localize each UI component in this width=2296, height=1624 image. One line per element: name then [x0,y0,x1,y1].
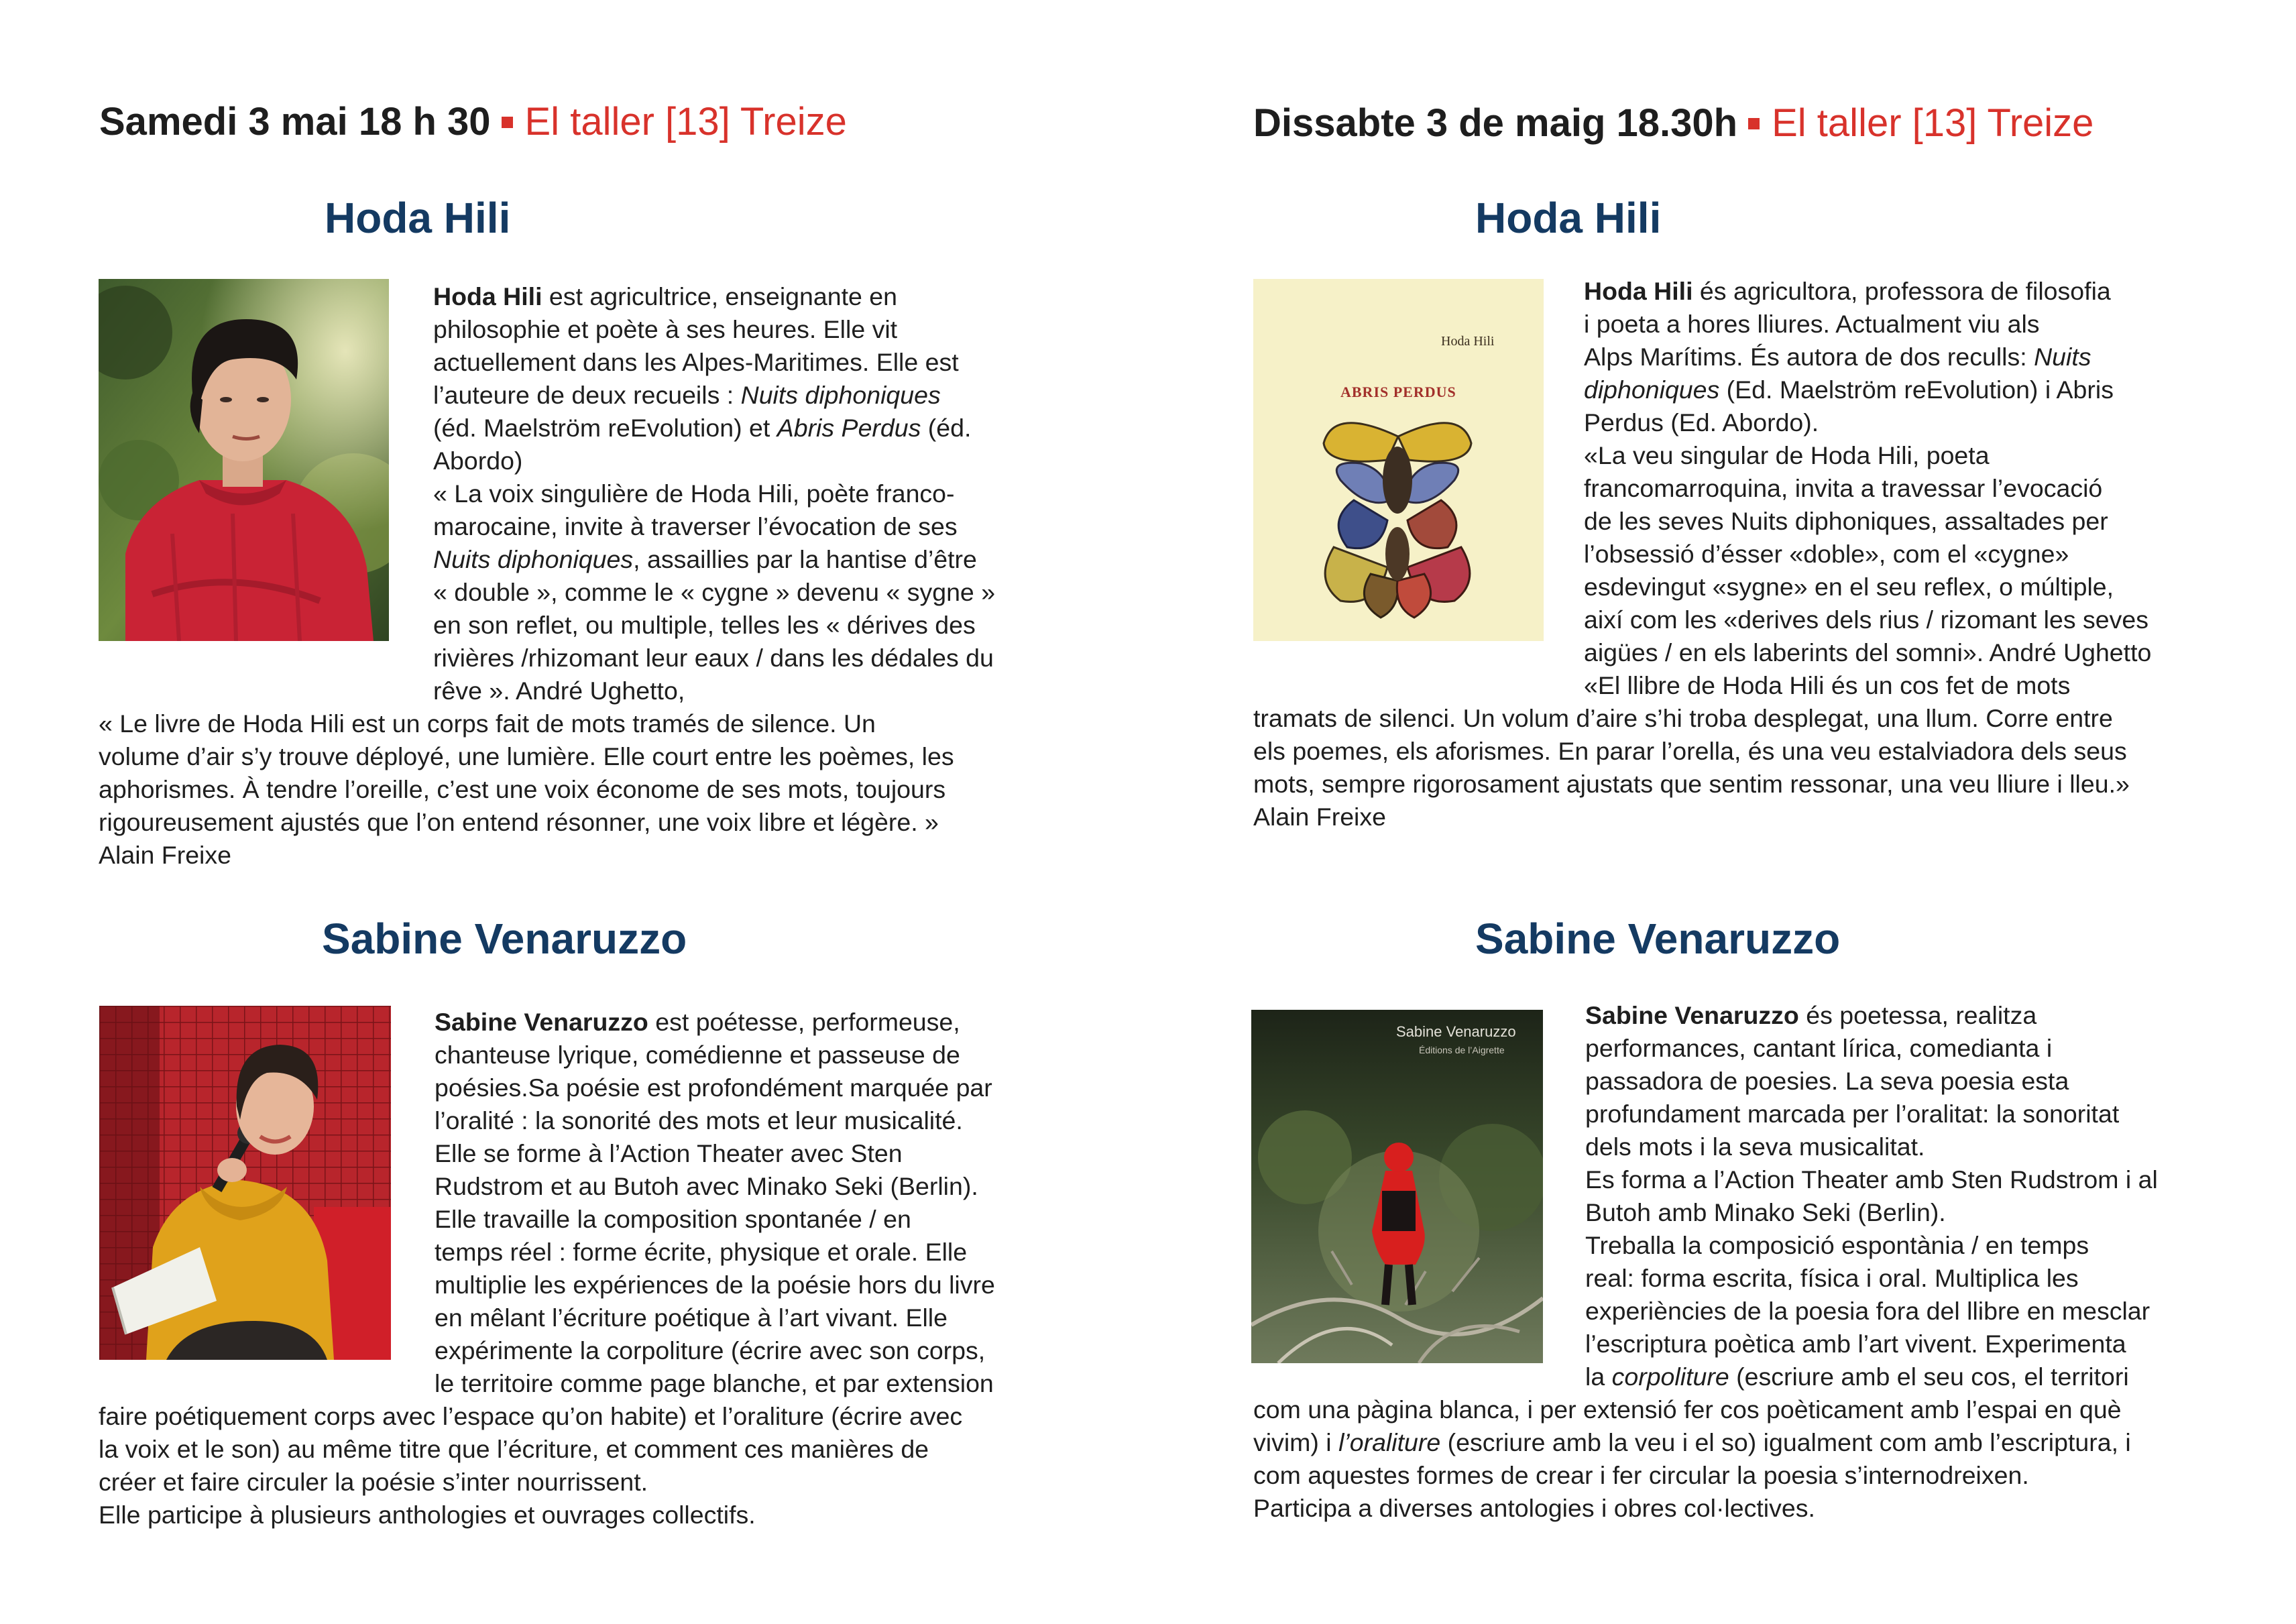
ca-hoda-line-13: tramats de silenci. Un volum d’aire s’hi troba desplegat, una llum. Corre entre [1253,704,2113,732]
ca-sabine-line-10: l’escriptura poètica amb l’art vivent. Experimenta [1585,1330,2126,1358]
ca-sabine-bio-bottom [1253,1393,2131,1525]
ca-hoda-line-16: Alain Freixe [1253,803,1386,831]
fr-hoda-line-15: aphorismes. À tendre l’oreille, c’est une voix économe de ses mots, toujours [99,775,946,803]
fr-sabine-line-5: Rudstrom et au Butoh avec Minako Seki (Berlin). [435,1172,978,1200]
fr-sabine-name: Sabine Venaruzzo [322,915,687,963]
fr-sabine-line-15: Elle participe à plusieurs anthologies et ouvrages collectifs. [99,1501,756,1529]
ca-hoda-name: Hoda Hili [1475,194,1662,242]
fr-sabine-line-1: chanteuse lyrique, comédienne et passeuse de [435,1041,960,1069]
ca-sabine-line-15: Participa a diverses antologies i obres col·lectives. [1253,1494,1815,1522]
fr-sabine-line-11: le territoire comme page blanche, et par extension [435,1369,994,1397]
ca-sabine-line-6: Butoh amb Minako Seki (Berlin). [1585,1198,1946,1226]
fr-hoda-line-17: Alain Freixe [99,841,231,869]
hoda-hili-portrait-photo [99,279,389,641]
fr-hoda-line-6: « La voix singulière de Hoda Hili, poète franco- [433,479,955,508]
fr-hoda-line-12: rêve ». André Ughetto, [433,677,685,705]
ca-event-header [1253,99,2093,148]
abris-perdus-cover-author: Hoda Hili [1441,334,1495,349]
red-square-icon [502,117,513,128]
sabine-cover-author: Sabine Venaruzzo [1396,1023,1516,1040]
ca-hoda-line-5: «La veu singular de Hoda Hili, poeta [1584,441,1990,469]
fr-event-header [99,98,847,146]
fr-sabine-line-12: faire poétiquement corps avec l’espace qu’on habite) et l’oraliture (écrire avec [99,1402,963,1430]
fr-hoda-line-10: en son reflet, ou multiple, telles les « dérives des [433,611,976,639]
fr-hoda-line-0: Hoda Hili est agricultrice, enseignante en [433,282,898,310]
fr-hoda-line-14: volume d’air s’y trouve déployé, une lumière. Elle court entre les poèmes, les [99,742,954,770]
fr-sabine-line-3: l’oralité : la sonorité des mots et leur musicalité. [435,1106,963,1135]
fr-sabine-line-6: Elle travaille la composition spontanée / en [435,1205,911,1233]
ca-hoda-line-12: «El llibre de Hoda Hili és un cos fet de mots [1584,671,2071,699]
fr-hoda-name: Hoda Hili [325,194,511,242]
ca-hoda-line-8: l’obsessió d’ésser «doble», com el «cygne» [1584,540,2069,568]
fr-sabine-line-7: temps réel : forme écrite, physique et orale. Elle [435,1238,968,1266]
fr-hoda-line-16: rigoureusement ajustés que l’on entend résonner, une voix libre et légère. » [99,808,939,836]
fr-sabine-line-0: Sabine Venaruzzo est poétesse, performeuse, [435,1008,960,1036]
sabine-cover-publisher: Éditions de l’Aigrette [1419,1045,1505,1055]
ca-sabine-line-12: com una pàgina blanca, i per extensió fer cos poèticament amb l’espai en què [1253,1395,2122,1424]
fr-hoda-line-11: rivières /rhizomant leur eaux / dans les dédales du [433,644,994,672]
abris-perdus-book-cover [1253,279,1544,641]
ca-hoda-line-15: mots, sempre rigorosament ajustats que sentim ressonar, una veu lliure i lleu.» [1253,770,2130,798]
ca-sabine-bio-top [1585,999,2158,1393]
ca-event-venue: El taller [13] Treize [1772,101,2094,145]
fr-sabine-line-14: créer et faire circuler la poésie s’inter nourrissent. [99,1468,648,1496]
ca-hoda-line-1: i poeta a hores lliures. Actualment viu als [1584,310,2040,338]
fr-sabine-line-4: Elle se forme à l’Action Theater avec Sten [435,1139,903,1167]
ca-hoda-bio-top [1584,275,2151,702]
ca-hoda-line-6: francomarroquina, invita a travessar l’evocació [1584,474,2103,502]
fr-sabine-line-10: expérimente la corpoliture (écrire avec son corps, [435,1336,986,1365]
ca-sabine-name: Sabine Venaruzzo [1475,915,1841,963]
ca-hoda-line-9: esdevingut «sygne» en el seu reflex, o múltiple, [1584,573,2114,601]
fr-hoda-line-13: « Le livre de Hoda Hili est un corps fait de mots tramés de silence. Un [99,709,876,738]
ca-hoda-line-2: Alps Marítims. És autora de dos reculls: Nuits [1584,343,2091,371]
fr-hoda-line-4: (éd. Maelström reEvolution) et Abris Perdus (éd. [433,414,972,442]
abris-perdus-cover-title: ABRIS PERDUS [1340,384,1456,400]
sabine-venaruzzo-book-cover [1251,1010,1543,1363]
ca-hoda-line-14: els poemes, els aforismes. En parar l’orella, és una veu estalviadora dels seus [1253,737,2127,765]
ca-hoda-line-4: Perdus (Ed. Abordo). [1584,408,1819,437]
ca-hoda-line-11: aigües / en els laberints del somni». André Ughetto [1584,638,2152,666]
fr-sabine-line-9: en mêlant l’écriture poétique à l’art vivant. Elle [435,1303,948,1332]
fr-sabine-line-13: la voix et le son) au même titre que l’écriture, et comment ces manières de [99,1435,929,1463]
red-square-icon [1748,118,1760,129]
ca-sabine-line-4: dels mots i la seva musicalitat. [1585,1133,1925,1161]
ca-sabine-line-13: vivim) i l’oraliture (escriure amb la veu i el so) igualment com amb l’escriptura, i [1253,1428,2131,1456]
ca-event-date: Dissabte 3 de maig 18.30h [1253,101,1738,145]
fr-hoda-line-2: actuellement dans les Alpes-Maritimes. Elle est [433,348,959,376]
ca-hoda-line-7: de les seves Nuits diphoniques, assaltades per [1584,507,2108,535]
fr-hoda-line-5: Abordo) [433,447,523,475]
ca-sabine-line-5: Es forma a l’Action Theater amb Sten Rudstrom i al [1585,1165,2158,1194]
fr-hoda-line-7: marocaine, invite à traverser l’évocation de ses [433,512,958,540]
fr-hoda-line-8: Nuits diphoniques, assaillies par la hantise d’être [433,545,977,573]
fr-hoda-bio-bottom [99,707,954,872]
ca-hoda-line-3: diphoniques (Ed. Maelström reEvolution) i Abris [1584,375,2114,404]
ca-sabine-line-1: performances, cantant lírica, comedianta i [1585,1034,2053,1062]
ca-hoda-line-0: Hoda Hili és agricultora, professora de filosofia [1584,277,2111,305]
fr-sabine-line-8: multiplie les expériences de la poésie hors du livre [435,1271,995,1299]
ca-sabine-line-14: com aquestes formes de crear i fer circular la poesia s’internodreixen. [1253,1461,2029,1489]
fr-hoda-line-9: « double », comme le « cygne » devenu « sygne » [433,578,996,606]
fr-event-venue: El taller [13] Treize [524,100,847,143]
ca-hoda-bio-bottom [1253,702,2130,833]
fr-hoda-bio-top [433,280,995,707]
ca-sabine-line-3: profundament marcada per l’oralitat: la sonoritat [1585,1100,2120,1128]
sabine-venaruzzo-portrait-photo [99,1006,391,1360]
ca-sabine-line-11: la corpoliture (escriure amb el seu cos, el territori [1585,1362,2129,1391]
ca-sabine-line-0: Sabine Venaruzzo és poetessa, realitza [1585,1001,2037,1029]
ca-sabine-line-7: Treballa la composició espontània / en temps [1585,1231,2089,1259]
ca-hoda-line-10: així com les «derives dels rius / rizomant les seves [1584,605,2148,634]
fr-hoda-line-1: philosophie et poète à ses heures. Elle vit [433,315,898,343]
ca-sabine-line-2: passadora de poesies. La seva poesia esta [1585,1067,2069,1095]
fr-sabine-bio-top [435,1006,995,1400]
fr-sabine-bio-bottom [99,1400,962,1531]
fr-hoda-line-3: l’auteure de deux recueils : Nuits diphoniques [433,381,941,409]
fr-sabine-line-2: poésies.Sa poésie est profondément marquée par [435,1074,992,1102]
fr-event-date: Samedi 3 mai 18 h 30 [99,100,491,143]
ca-sabine-line-9: experiències de la poesia fora del llibre en mesclar [1585,1297,2150,1325]
ca-sabine-line-8: real: forma escrita, física i oral. Multiplica les [1585,1264,2079,1292]
